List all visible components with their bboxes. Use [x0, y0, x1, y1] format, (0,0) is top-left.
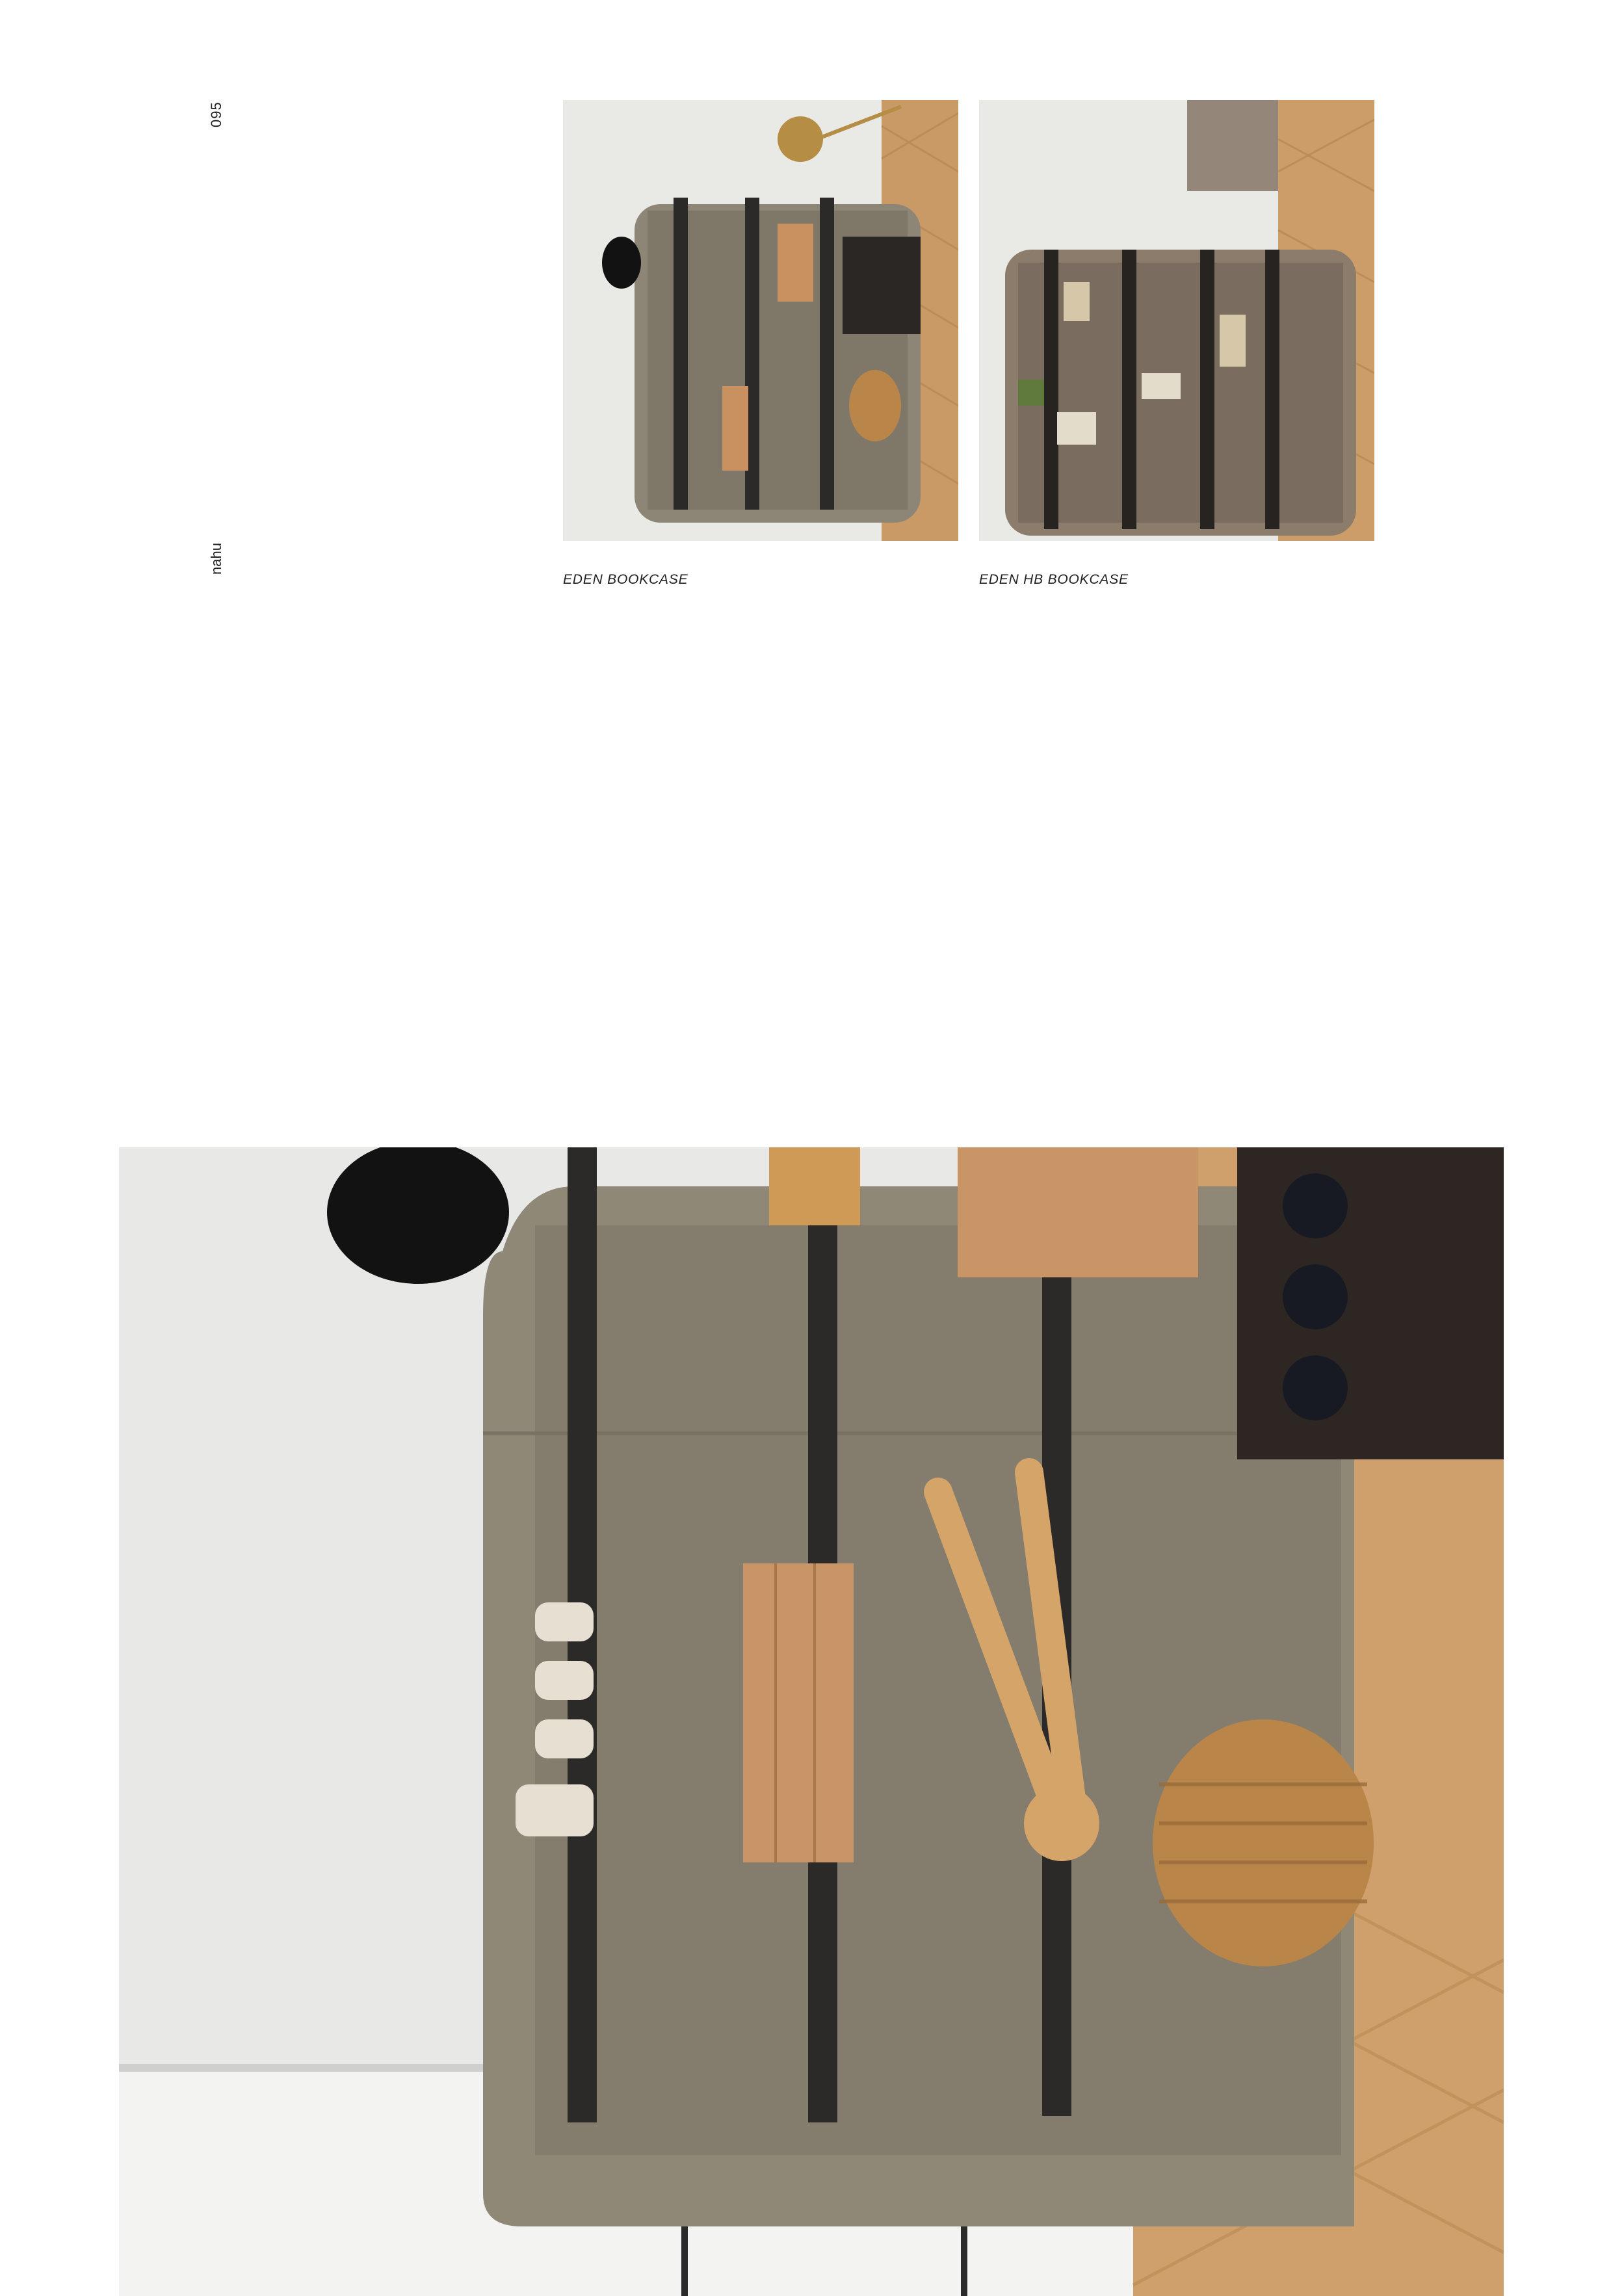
- large-bookcase-illustration: [119, 1147, 1504, 2296]
- photo-eden-bookcase-large: [119, 1147, 1504, 2296]
- eden-bookcase-illustration: [563, 100, 958, 541]
- photo-eden-hb-bookcase: [979, 100, 1374, 541]
- caption-eden-hb-bookcase: EDEN HB BOOKCASE: [979, 572, 1129, 587]
- caption-eden-bookcase: EDEN BOOKCASE: [563, 572, 688, 587]
- brand-running-head-top: nahu: [208, 543, 224, 575]
- eden-hb-bookcase-illustration: [979, 100, 1374, 541]
- photo-eden-bookcase: [563, 100, 958, 541]
- page-number-right: 095: [208, 101, 224, 127]
